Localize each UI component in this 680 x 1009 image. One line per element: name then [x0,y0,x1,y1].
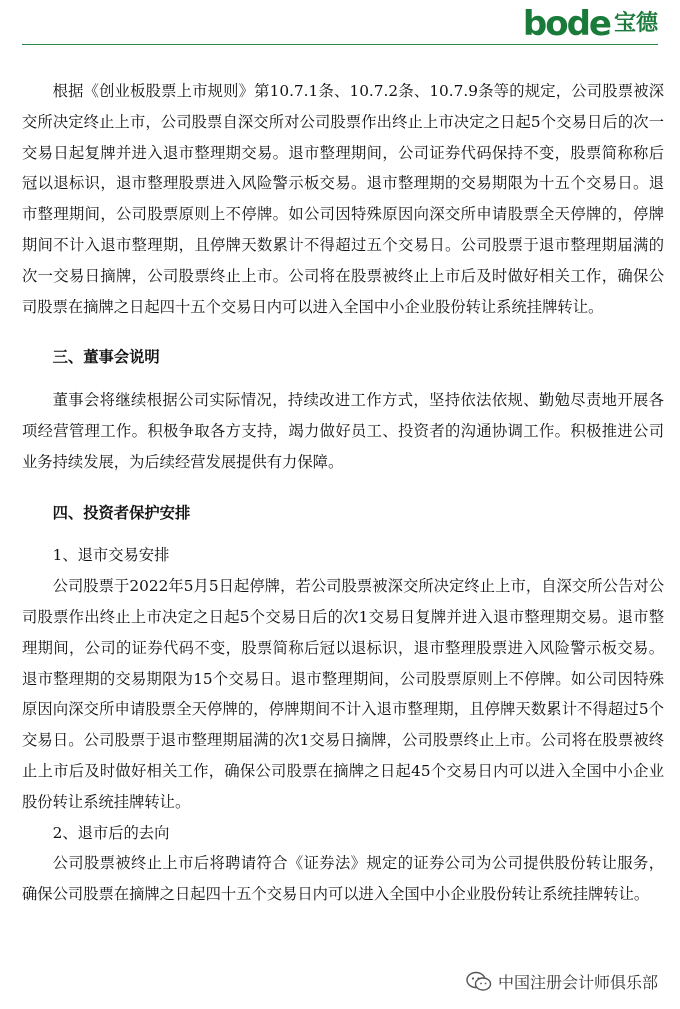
subheading-after-delisting: 2、退市后的去向 [52,823,170,842]
section-heading-investor-protection: 四、投资者保护安排 [52,503,191,522]
subheading-delisting-trading: 1、退市交易安排 [52,546,170,565]
paragraph-delisting-rules: 根据《创业板股票上市规则》第10.7.1条、10.7.2条、10.7.9条等的规定，公司股票被深交所决定终止上市，公司股票自深交所对公司股票作出终止上市决定之日起5个交易日后的次一交易日起复牌并进入退市整理期交易。退市整理期间，公司证券代码保持不变，股票简称称后冠以退标识，退市整理股票进入风险警示板交易。退市整理期的交易期限为十五个交易日。退市整理期间，公司股票原则上不停牌。如公司因特殊原因向深交所申请股票全天停牌的，停牌期间不计入退市整理期，且停牌天数累计不得超过五个交易日。公司股票于退市整理期届满的次一交易日摘牌，公司股票终止上市。公司将在股票被终止上市后及时做好相关工作，确保公司股票在摘牌之日起四十五个交易日内可以进入全国中小企业股份转让系统挂牌转让。 [22,82,664,316]
section-heading-board-statement: 三、董事会说明 [52,348,160,367]
document-body [22,76,664,910]
paragraph-board-statement: 董事会将继续根据公司实际情况，持续改进工作方式，坚持依法依规、勤勉尽责地开展各项经营管理工作。积极争取各方支持，竭力做好员工、投资者的沟通协调工作。积极推进公司业务持续发展，为后续经营发展提供有力保障。 [22,391,664,471]
paragraph-after-delisting: 公司股票被终止上市后将聘请符合《证券法》规定的证券公司为公司提供股份转让服务，确保公司股票在摘牌之日起四十五个交易日内可以进入全国中小企业股份转让系统挂牌转让。 [22,854,664,904]
wechat-watermark [466,970,658,993]
wechat-icon [466,971,492,993]
paragraph-delisting-trading: 公司股票于2022年5月5日起停牌，若公司股票被深交所决定终止上市，自深交所公告对公司股票作出终止上市决定之日起5个交易日后的次1交易日复牌并进入退市整理期交易。退市整理期间，公司的证券代码不变，股票简称后冠以退标识，退市整理股票进入风险警示板交易。退市整理期的交易期限为15个交易日。退市整理期间，公司股票原则上不停牌。如公司因特殊原因向深交所申请股票全天停牌的，停牌期间不计入退市整理期，且停牌天数累计不得超过5个交易日。公司股票于退市整理期届满的次1交易日摘牌，公司股票终止上市。公司将在股票被终止上市后及时做好相关工作，确保公司股票在摘牌之日起45个交易日内可以进入全国中小企业股份转让系统挂牌转让。 [22,577,664,811]
logo-chinese-text: 宝德 [613,11,658,36]
watermark-text: 中国注册会计师俱乐部 [497,973,658,992]
company-logo [523,4,658,44]
header-divider [22,44,658,45]
page-header [0,0,680,46]
logo-latin-text: bode [522,4,610,44]
